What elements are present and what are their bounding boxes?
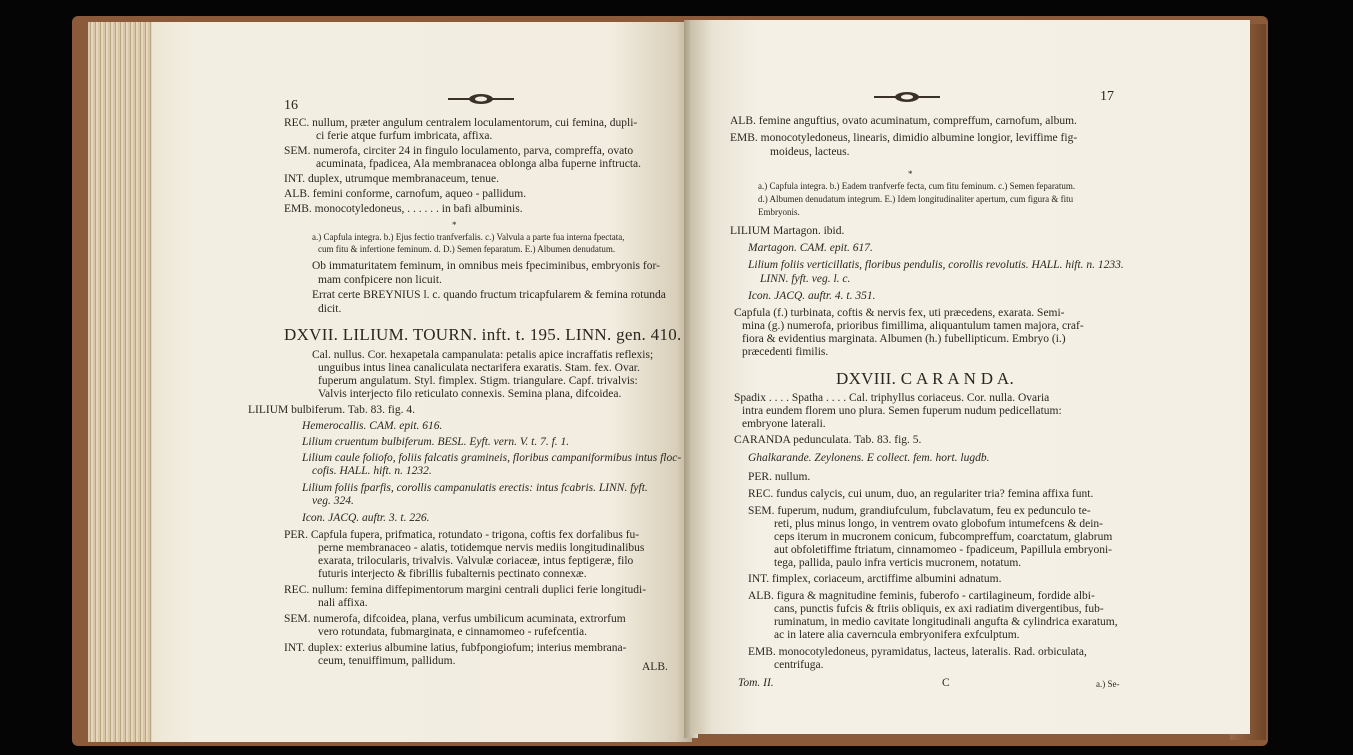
text-line: INT. fimplex, coriaceum, arctiffime albumini adnatum. — [748, 573, 1002, 585]
footer-volume: Tom. II. — [738, 677, 774, 689]
text-line: nali affixa. — [318, 597, 368, 609]
text-line: LILIUM bulbiferum. Tab. 83. fig. 4. — [248, 404, 415, 416]
text-line: exarata, trilocularis, trivalvis. Valvulæ coriaceæ, intus feptigeræ, filo — [318, 555, 634, 567]
footer-signature: C — [942, 677, 950, 689]
figure-caption: a.) Capfula integra. b.) Eadem tranfverfe fecta, cum fitu feminum. c.) Semen feparatum. — [758, 181, 1076, 191]
text-line: aut obfoletiffime ftriatum, cinnamomeo - fpadiceum, Papillula embryoni- — [774, 544, 1112, 556]
text-line: acuminata, fpadicea, Ala membranacea oblonga alba fuperne inftructa. — [316, 158, 642, 170]
text-line: ceps iterum in mucronem conicum, fubcompreffum, coarctatum, glabrum — [774, 531, 1113, 543]
text-line: cofis. HALL. hift. n. 1232. — [312, 465, 432, 477]
left-page — [152, 22, 692, 742]
text-line: fiora & evidentius marginata. Albumen (h.) fubellipticum. Embryo (i.) — [742, 333, 1066, 345]
text-line: * — [452, 220, 457, 230]
text-line: cans, punctis fufcis & ftriis obliquis, ex axi radiatim divergentibus, fub- — [774, 603, 1104, 615]
text-line: Cal. nullus. Cor. hexapetala campanulata: petalis apice incraffatis reflexis; — [312, 349, 654, 361]
text-line: ceum, tenuiffimum, pallidum. — [318, 655, 456, 667]
figure-caption: d.) Albumen denudatum integrum. E.) Idem longitudinaliter apertum, cum figura & fitu — [758, 194, 1074, 204]
text-line: præcedenti fimilis. — [742, 346, 829, 358]
page-number: 17 — [1100, 89, 1114, 104]
text-line: ALB. figura & magnitudine feminis, fuberofo - cartilagineum, fordide albi- — [748, 590, 1095, 602]
text-line: vero rotundata, fubmarginata, e cinnamomeo - rufefcentia. — [318, 626, 587, 638]
text-line: ruminatum, in medio cavitate longitudinali angufta & cylindrica exaratum, — [774, 616, 1118, 628]
text-line: reti, plus minus longo, in ventrem ovato globofum intumefcens & dein- — [774, 518, 1103, 530]
ornament-icon — [874, 92, 940, 102]
text-line: veg. 324. — [312, 495, 354, 507]
text-line: Spadix . . . . Spatha . . . . Cal. triphyllus coriaceus. Cor. nulla. Ovaria — [734, 392, 1050, 404]
figure-caption: Embryonis. — [758, 207, 800, 217]
text-line: INT. duplex, utrumque membranaceum, tenue. — [284, 173, 500, 185]
text-line: ci ferie atque furfum imbricata, affixa. — [316, 130, 493, 142]
text-line: ac in latere alia caverncula embryonifera exfculptum. — [774, 629, 1020, 641]
figure-caption: a.) Capfula integra. b.) Ejus fectio tranfverfalis. c.) Valvula a parte fua interna fpectata, — [312, 232, 625, 242]
text-line: PER. nullum. — [748, 471, 811, 483]
text-line: intra eundem florem uno plura. Semen fuperum nudum pedicellatum: — [742, 405, 1062, 417]
text-line: mina (g.) numerofa, prioribus fimillima, aliquantulum tamen majora, craf- — [742, 320, 1084, 332]
text-line: EMB. monocotyledoneus, linearis, dimidio albumine longior, leviffime fig- — [730, 132, 1078, 144]
text-line: CARANDA pedunculata. Tab. 83. fig. 5. — [734, 434, 922, 446]
text-line: fuperum angulatum. Styl. fimplex. Stigm. triangulare. Capf. trivalvis: — [318, 375, 638, 387]
text-line: Errat certe BREYNIUS l. c. quando fructum tricapfularem & femina rotunda — [312, 289, 666, 301]
text-line: Lilium caule foliofo, foliis falcatis gramineis, floribus campaniformibus intus floc- — [302, 452, 682, 464]
text-line: SEM. numerofa, circiter 24 in fingulo loculamento, parva, compreffa, ovato — [284, 145, 634, 157]
text-line: Lilium cruentum bulbiferum. BESL. Eyft. vern. V. t. 7. f. 1. — [302, 436, 570, 448]
text-line: ALB. femini conforme, carnofum, aqueo - pallidum. — [284, 188, 527, 200]
text-line: EMB. monocotyledoneus, pyramidatus, lacteus, lateralis. Rad. orbiculata, — [748, 646, 1087, 658]
text-line: * — [908, 169, 913, 179]
text-line: moideus, lacteus. — [770, 146, 850, 158]
text-line: Icon. JACQ. auftr. 3. t. 226. — [302, 512, 430, 524]
section-heading: DXVIII. C A R A N D A. — [836, 369, 1015, 388]
text-line: INT. duplex: exterius albumine latius, fubfpongiofum; interius membrana- — [284, 642, 627, 654]
text-line: Martagon. CAM. epit. 617. — [748, 242, 873, 254]
section-heading: DXVII. LILIUM. TOURN. inft. t. 195. LINN. gen. 410. — [284, 325, 682, 344]
text-line: EMB. monocotyledoneus, . . . . . . in bafi albuminis. — [284, 203, 523, 215]
catchword: ALB. — [642, 661, 668, 673]
text-line: Capfula (f.) turbinata, coftis & nervis fex, uti præcedens, exarata. Semi- — [734, 307, 1065, 319]
text-line: tega, pallida, paulo infra verticis mucronem, notatum. — [774, 557, 1022, 569]
text-line: Ghalkarande. Zeylonens. E collect. fem. hort. lugdb. — [748, 452, 990, 464]
page-number: 16 — [284, 98, 298, 113]
text-line: SEM. fuperum, nudum, grandiufculum, fubclavatum, feu ex pedunculo te- — [748, 505, 1091, 517]
text-line: futuris interjecto & fibrillis fubalternis pectinato connexæ. — [318, 568, 587, 580]
right-page — [690, 20, 1250, 734]
text-line: perne membranaceo - alatis, totidemque nervis mediis longitudinalibus — [318, 542, 645, 554]
text-line: REC. nullum: femina diffepimentorum margini centrali duplici ferie longitudi- — [284, 584, 647, 596]
text-line: Ob immaturitatem feminum, in omnibus meis fpeciminibus, embryonis for- — [312, 260, 660, 272]
text-line: centrifuga. — [774, 659, 824, 671]
text-line: SEM. numerofa, difcoidea, plana, verfus umbilicum acuminata, extrorfum — [284, 613, 626, 625]
text-line: Icon. JACQ. auftr. 4. t. 351. — [748, 290, 876, 302]
text-line: mam confpicere non licuit. — [318, 274, 442, 286]
text-line: unguibus intus linea canaliculata nectarifera exaratis. Stam. fex. Ovar. — [318, 362, 640, 374]
text-line: embryone laterali. — [742, 418, 826, 430]
text-line: REC. nullum, præter angulum centralem loculamentorum, cui femina, dupli- — [284, 117, 638, 129]
ornament-icon — [448, 94, 514, 104]
text-line: REC. fundus calycis, cui unum, duo, an regulariter tria? femina affixa funt. — [748, 488, 1094, 500]
text-line: ALB. femine anguftius, ovato acuminatum, compreffum, carnofum, album. — [730, 115, 1077, 127]
page-edges — [88, 22, 158, 742]
text-line: Hemerocallis. CAM. epit. 616. — [302, 420, 443, 432]
text-line: Valvis interjecto filo reticulato connexis. Semina plana, difcoidea. — [318, 388, 622, 400]
text-line: Lilium foliis fparfis, corollis campanulatis erectis: intus fcabris. LINN. fyft. — [302, 482, 648, 494]
footer-catchword: a.) Se- — [1096, 679, 1120, 689]
figure-caption: cum fitu & infertione feminum. d. D.) Semen feparatum. E.) Albumen denudatum. — [318, 244, 616, 254]
text-line: dicit. — [318, 303, 342, 315]
text-line: LILIUM Martagon. ibid. — [730, 225, 845, 237]
text-line: Lilium foliis verticillatis, floribus pendulis, corollis revolutis. HALL. hift. n. 1233. — [748, 259, 1124, 271]
text-line: PER. Capfula fupera, prifmatica, rotundato - trigona, coftis fex dorfalibus fu- — [284, 529, 640, 541]
text-line: LINN. fyft. veg. l. c. — [760, 273, 851, 285]
